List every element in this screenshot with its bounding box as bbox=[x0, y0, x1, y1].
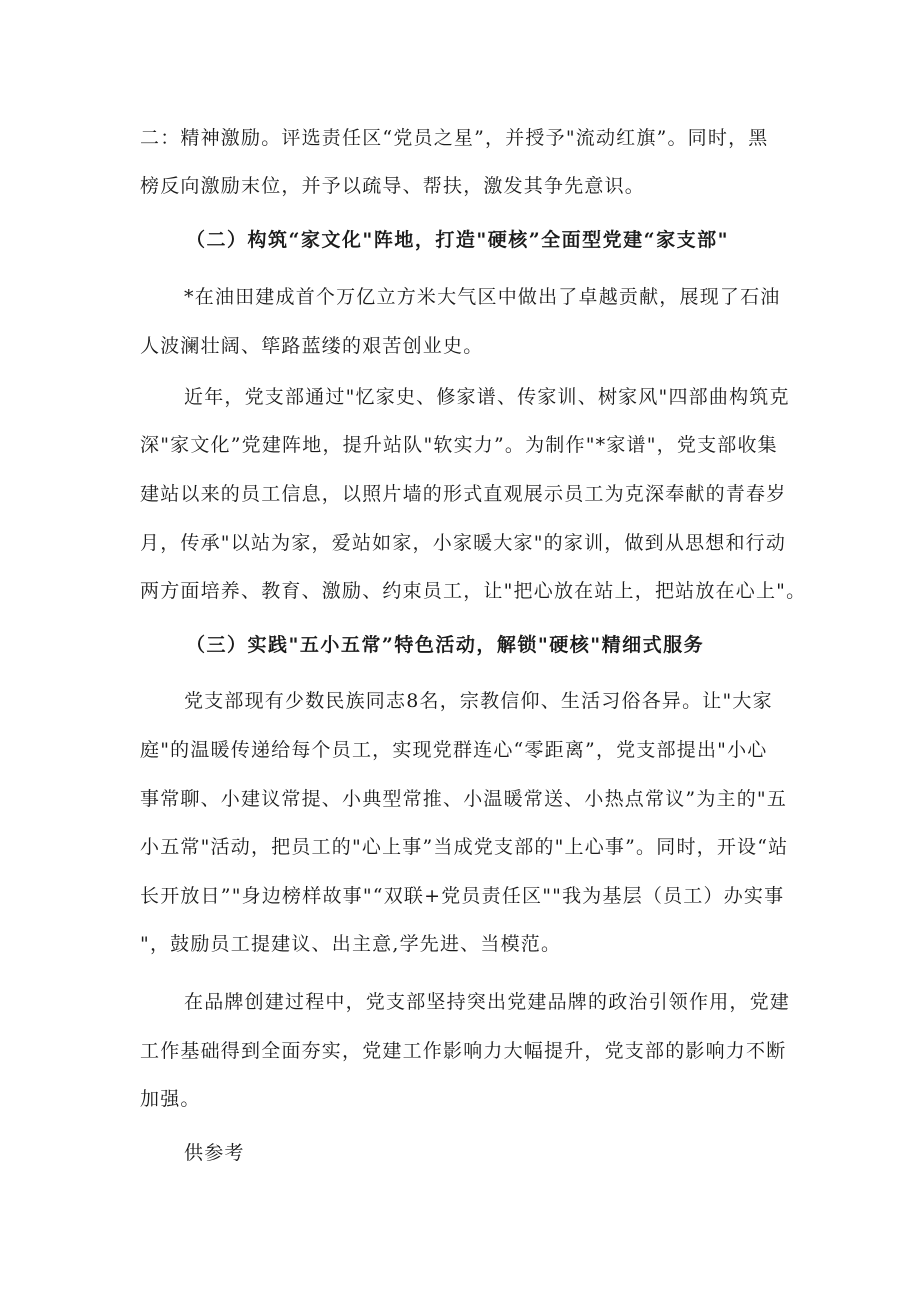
paragraph-line: 二：精神激励。评选责任区“党员之星”，并授予"流动红旗”。同时，黑 bbox=[140, 127, 769, 149]
paragraph-line: 在品牌创建过程中，党支部坚持突出党建品牌的政治引领作用，党建 bbox=[184, 991, 791, 1013]
paragraph-line: 工作基础得到全面夯实，党建工作影响力大幅提升，党支部的影响力不断 bbox=[140, 1040, 787, 1062]
paragraph-line: *在油田建成首个万亿立方米大气区中做出了卓越贡献，展现了石油 bbox=[184, 286, 781, 308]
paragraph-line: 深"家文化”党建阵地，提升站队"软实力”。为制作"*家谱"，党支部收集 bbox=[140, 434, 778, 456]
paragraph-line: 加强。 bbox=[140, 1088, 201, 1110]
paragraph-line: 长开放日”"身边榜样故事"“双联+党员责任区""我为基层（员工）办实事 bbox=[140, 885, 785, 907]
paragraph-line: 人波澜壮阔、筚路蓝缕的艰苦创业史。 bbox=[140, 335, 484, 357]
section-heading: （二）构筑“家文化"阵地，打造"硬核”全面型党建“家支部" bbox=[186, 229, 729, 251]
section-heading: （三）实践"五小五常”特色活动，解锁"硬核"精细式服务 bbox=[186, 634, 705, 656]
paragraph-line: 榜反向激励末位，并予以疏导、帮扶，激发其争先意识。 bbox=[140, 175, 646, 197]
closing-note: 供参考 bbox=[184, 1142, 245, 1164]
paragraph-line: 事常聊、小建议常提、小典型常推、小温暖常送、小热点常议”为主的"五 bbox=[140, 788, 788, 810]
paragraph-line: 月，传承"以站为家，爱站如家，小家暖大家"的家训，做到从思想和行动 bbox=[140, 532, 787, 554]
paragraph-line: 近年，党支部通过"忆家史、修家谱、传家训、树家风"四部曲构筑克 bbox=[184, 386, 790, 408]
paragraph-line: 庭"的温暖传递给每个员工，实现党群连心“零距离”，党支部提出"小心 bbox=[140, 739, 768, 761]
paragraph-line: 建站以来的员工信息，以照片墙的形式直观展示员工为克深奉献的青春岁 bbox=[140, 483, 787, 505]
paragraph-line: 小五常"活动，把员工的"心上事”当成党支部的"上心事”。同时，开设“站 bbox=[140, 836, 789, 858]
paragraph-line: "，鼓励员工提建议、出主意,学先进、当模范。 bbox=[140, 933, 562, 955]
paragraph-line: 两方面培养、教育、激励、约束员工，让"把心放在站上，把站放在心上"。 bbox=[140, 580, 807, 602]
paragraph-line: 党支部现有少数民族同志8名，宗教信仰、生活习俗各异。让"大家 bbox=[184, 690, 773, 712]
